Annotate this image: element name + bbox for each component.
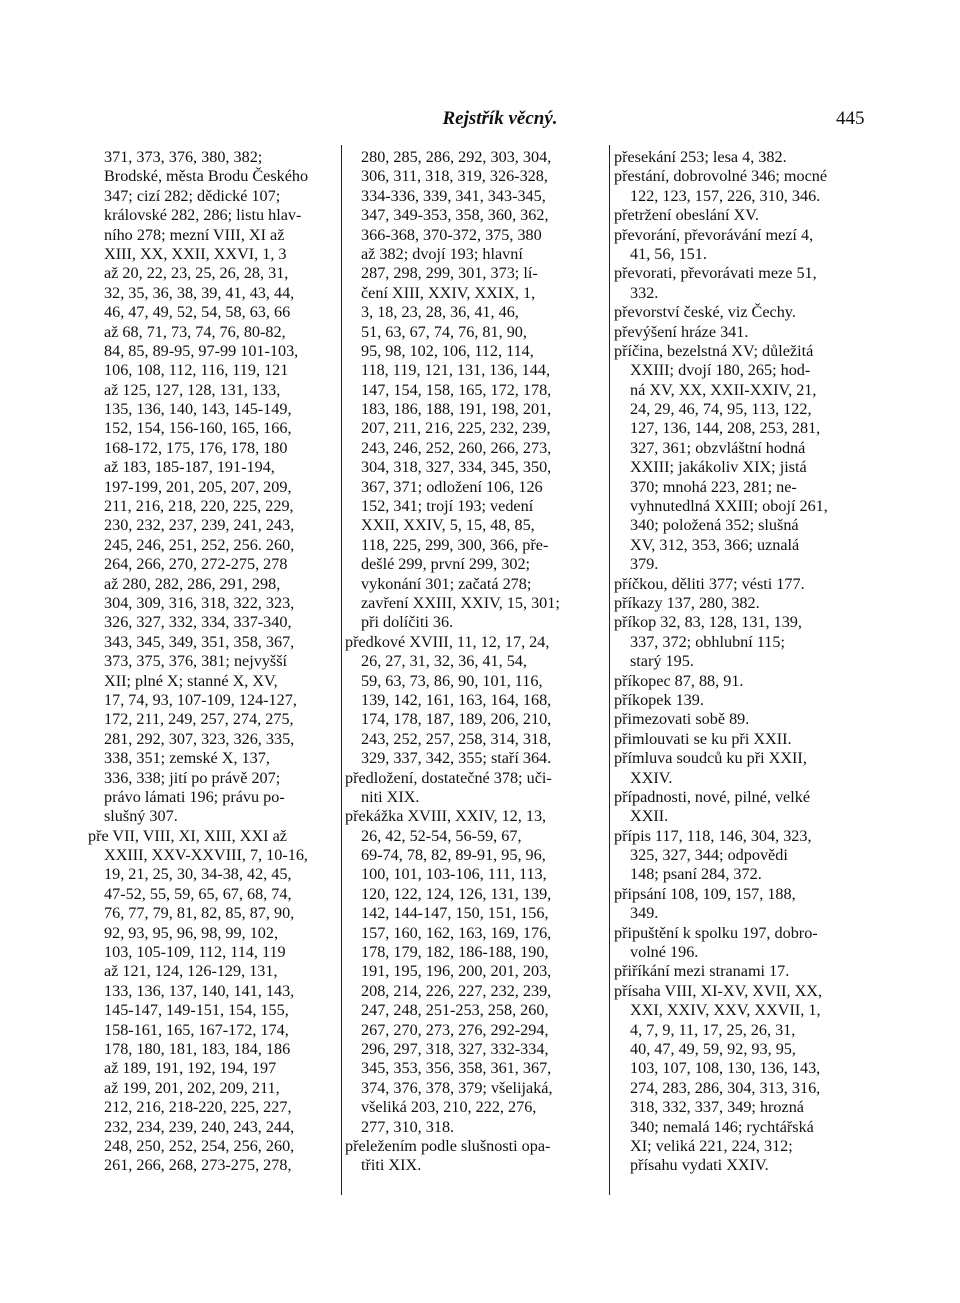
- index-continuation-line: XXI, XXIV, XXV, XXVII, 1,: [630, 1001, 821, 1020]
- index-entry-line: příčkou, děliti 377; vésti 177.: [614, 574, 805, 593]
- index-continuation-line: právo lámati 196; právu po-: [104, 787, 285, 806]
- index-entry-line: přiříkání mezi stranami 17.: [614, 962, 790, 981]
- index-continuation-line: XXIII; jakákoliv XIX; jistá: [630, 458, 807, 477]
- index-continuation-line: zavření XXIII, XXIV, 15, 301;: [361, 593, 560, 612]
- index-continuation-line: 152, 154, 156-160, 165, 166,: [104, 419, 292, 438]
- index-continuation-line: 264, 266, 270, 272-275, 278: [104, 555, 288, 574]
- index-continuation-line: XI; veliká 221, 224, 312;: [630, 1136, 793, 1155]
- index-continuation-line: 287, 298, 299, 301, 373; lí-: [361, 264, 538, 283]
- index-entry-line: připuštění k spolku 197, dobro-: [614, 923, 818, 942]
- index-entry-line: překážka XVIII, XXIV, 12, 13,: [345, 807, 547, 826]
- index-continuation-line: 84, 85, 89-95, 97-99 101-103,: [104, 341, 299, 360]
- index-entry-line: přesekání 253; lesa 4, 382.: [614, 148, 787, 166]
- index-continuation-line: 103, 105-109, 112, 114, 119: [104, 943, 286, 962]
- index-continuation-line: 41, 56, 151.: [630, 244, 707, 263]
- index-continuation-line: niti XIX.: [361, 787, 420, 806]
- index-continuation-line: 106, 108, 112, 116, 119, 121: [104, 361, 289, 380]
- index-continuation-line: 118, 225, 299, 300, 366, pře-: [361, 535, 549, 554]
- index-entry-line: převýšení hráze 341.: [614, 322, 749, 341]
- index-entry-line: přetržení obeslání XV.: [614, 206, 759, 225]
- index-continuation-line: královské 282, 286; listu hlav-: [104, 206, 302, 225]
- index-entry-line: přimezovati sobě 89.: [614, 710, 750, 729]
- index-continuation-line: 3, 18, 23, 28, 36, 41, 46,: [361, 303, 519, 322]
- index-continuation-line: 318, 332, 337, 349; hrozná: [630, 1098, 804, 1117]
- index-continuation-line: až 125, 127, 128, 131, 133,: [104, 380, 281, 399]
- index-continuation-line: až 189, 191, 192, 194, 197: [104, 1059, 277, 1078]
- index-continuation-line: 92, 93, 95, 96, 98, 99, 102,: [104, 923, 279, 942]
- page-header: [0, 108, 960, 138]
- index-continuation-line: 373, 375, 376, 381; nejvyšší: [104, 652, 288, 671]
- index-entry-line: převorání, převorávání mezí 4,: [614, 225, 814, 244]
- index-continuation-line: Brodské, města Brodu Českého: [104, 167, 309, 186]
- index-continuation-line: 95, 98, 102, 106, 112, 114,: [361, 341, 534, 360]
- index-continuation-line: 347, 349-353, 358, 360, 362,: [361, 206, 549, 225]
- index-continuation-line: 230, 232, 237, 239, 241, 243,: [104, 516, 295, 535]
- index-continuation-line: 51, 63, 67, 74, 76, 81, 90,: [361, 322, 527, 341]
- index-entry-line: předkové XVIII, 11, 12, 17, 24,: [345, 632, 550, 651]
- index-continuation-line: 47-52, 55, 59, 65, 67, 68, 74,: [104, 884, 292, 903]
- index-continuation-line: 120, 122, 124, 126, 131, 139,: [361, 884, 552, 903]
- index-continuation-line: až 280, 282, 286, 291, 298,: [104, 574, 281, 593]
- index-continuation-line: 145-147, 149-151, 154, 155,: [104, 1001, 289, 1020]
- index-continuation-line: 343, 345, 349, 351, 358, 367,: [104, 632, 295, 651]
- index-entry-line: příkazy 137, 280, 382.: [614, 593, 760, 612]
- index-entry-line: převorství české, viz Čechy.: [614, 303, 796, 322]
- index-entry-line: přímluva soudců ku při XXII,: [614, 749, 807, 768]
- index-continuation-line: 327, 361; obzvláštní hodná: [630, 438, 806, 457]
- index-continuation-line: vyhnutedlná XXIII; obojí 261,: [630, 497, 828, 516]
- index-continuation-line: 340; položená 352; slušná: [630, 516, 799, 535]
- index-continuation-line: 296, 297, 318, 327, 332-334,: [361, 1039, 549, 1058]
- index-continuation-line: při dolíčiti 36.: [361, 613, 454, 632]
- index-continuation-line: 26, 42, 52-54, 56-59, 67,: [361, 826, 522, 845]
- index-continuation-line: 212, 216, 218-220, 225, 227,: [104, 1098, 292, 1117]
- index-entry-line: příčina, bezelstná XV; důležitá: [614, 341, 814, 360]
- index-continuation-line: 69-74, 78, 82, 89-91, 95, 96,: [361, 846, 546, 865]
- index-continuation-line: 59, 63, 73, 86, 90, 101, 116,: [361, 671, 543, 690]
- index-continuation-line: volné 196.: [630, 943, 699, 962]
- index-continuation-line: 208, 214, 226, 227, 232, 239,: [361, 981, 552, 1000]
- index-continuation-line: 158-161, 165, 167-172, 174,: [104, 1020, 289, 1039]
- index-continuation-line: 371, 373, 376, 380, 382;: [104, 148, 263, 166]
- index-continuation-line: 17, 74, 93, 107-109, 124-127,: [104, 690, 297, 709]
- index-continuation-line: 232, 234, 239, 240, 243, 244,: [104, 1117, 295, 1136]
- index-continuation-line: 280, 285, 286, 292, 303, 304,: [361, 148, 552, 166]
- index-continuation-line: 122, 123, 157, 226, 310, 346.: [630, 186, 821, 205]
- index-continuation-line: XXIII, XXV-XXVIII, 7, 10-16,: [104, 846, 308, 865]
- index-continuation-line: 334-336, 339, 341, 343-345,: [361, 186, 546, 205]
- index-continuation-line: až 199, 201, 202, 209, 211,: [104, 1078, 280, 1097]
- index-continuation-line: 26, 27, 31, 32, 36, 41, 54,: [361, 652, 527, 671]
- index-continuation-line: 329, 337, 342, 355; staří 364.: [361, 749, 552, 768]
- index-entry-line: přípis 117, 118, 146, 304, 323,: [614, 826, 812, 845]
- index-continuation-line: 326, 327, 332, 334, 337-340,: [104, 613, 292, 632]
- index-continuation-line: 274, 283, 286, 304, 313, 316,: [630, 1078, 821, 1097]
- running-title: Rejstřík věcný.: [442, 108, 558, 129]
- index-continuation-line: XXIV.: [630, 768, 673, 787]
- index-continuation-line: 183, 186, 188, 191, 198, 201,: [361, 400, 552, 419]
- index-column-left: [88, 148, 338, 1176]
- index-continuation-line: 338, 351; zemské X, 137,: [104, 749, 270, 768]
- index-continuation-line: 178, 179, 182, 186-188, 190,: [361, 943, 549, 962]
- index-continuation-line: 345, 353, 356, 358, 361, 367,: [361, 1059, 552, 1078]
- index-continuation-line: 261, 266, 268, 273-275, 278,: [104, 1156, 292, 1175]
- index-entry-line: připsání 108, 109, 157, 188,: [614, 884, 796, 903]
- index-continuation-line: XXIII; dvojí 180, 265; hod-: [630, 361, 811, 380]
- index-continuation-line: 267, 270, 273, 276, 292-294,: [361, 1020, 549, 1039]
- index-continuation-line: XV, 312, 353, 366; uznalá: [630, 535, 800, 554]
- index-continuation-line: 174, 178, 187, 189, 206, 210,: [361, 710, 552, 729]
- index-continuation-line: 4, 7, 9, 11, 17, 25, 26, 31,: [630, 1020, 796, 1039]
- index-continuation-line: 281, 292, 307, 323, 326, 335,: [104, 729, 295, 748]
- index-continuation-line: 207, 211, 216, 225, 232, 239,: [361, 419, 551, 438]
- index-continuation-line: 374, 376, 378, 379; všelijaká,: [361, 1078, 553, 1097]
- index-continuation-line: 247, 248, 251-253, 258, 260,: [361, 1001, 549, 1020]
- index-continuation-line: 336, 338; jití po právě 207;: [104, 768, 281, 787]
- index-continuation-line: 172, 211, 249, 257, 274, 275,: [104, 710, 294, 729]
- index-continuation-line: 325, 327, 344; odpovědi: [630, 846, 788, 865]
- index-continuation-line: až 20, 22, 23, 25, 26, 28, 31,: [104, 264, 289, 283]
- index-continuation-line: 32, 35, 36, 38, 39, 41, 43, 44,: [104, 283, 295, 302]
- index-continuation-line: 40, 47, 49, 59, 92, 93, 95,: [630, 1039, 796, 1058]
- index-continuation-line: 337, 372; obhlubní 115;: [630, 632, 785, 651]
- index-continuation-line: 139, 142, 161, 163, 164, 168,: [361, 690, 552, 709]
- index-continuation-line: 178, 180, 181, 183, 184, 186: [104, 1039, 291, 1058]
- index-continuation-line: 152, 341; trojí 193; vedení: [361, 497, 534, 516]
- index-continuation-line: slušný 307.: [104, 807, 178, 826]
- index-entry-line: přeležením podle slušnosti opa-: [345, 1136, 551, 1155]
- index-continuation-line: 347; cizí 282; dědické 107;: [104, 186, 281, 205]
- index-continuation-line: XIII, XX, XXII, XXVI, 1, 3: [104, 244, 287, 263]
- index-continuation-line: 243, 246, 252, 260, 266, 273,: [361, 438, 552, 457]
- index-continuation-line: 340; nemalá 146; rychtářská: [630, 1117, 814, 1136]
- index-continuation-line: třiti XIX.: [361, 1156, 422, 1175]
- index-entry-line: příkopek 139.: [614, 690, 704, 709]
- index-continuation-line: přísahu vydati XXIV.: [630, 1156, 769, 1175]
- index-continuation-line: až 183, 185-187, 191-194,: [104, 458, 275, 477]
- index-entry-line: příkopec 87, 88, 91.: [614, 671, 744, 690]
- index-continuation-line: ního 278; mezní VIII, XI až: [104, 225, 285, 244]
- column-divider: [341, 145, 342, 1195]
- index-continuation-line: vykonání 301; začatá 278;: [361, 574, 532, 593]
- index-continuation-line: 46, 47, 49, 52, 54, 58, 63, 66: [104, 303, 291, 322]
- index-continuation-line: 133, 136, 137, 140, 141, 143,: [104, 981, 295, 1000]
- index-continuation-line: starý 195.: [630, 652, 694, 671]
- page-number: 445: [836, 108, 865, 129]
- index-continuation-line: 379.: [630, 555, 659, 574]
- index-continuation-line: 304, 309, 316, 318, 322, 323,: [104, 593, 295, 612]
- index-entry-line: příkop 32, 83, 128, 131, 139,: [614, 613, 802, 632]
- index-continuation-line: 142, 144-147, 150, 151, 156,: [361, 904, 549, 923]
- index-continuation-line: 245, 246, 251, 252, 256. 260,: [104, 535, 295, 554]
- index-continuation-line: 168-172, 175, 176, 178, 180: [104, 438, 288, 457]
- index-continuation-line: 304, 318, 327, 334, 345, 350,: [361, 458, 552, 477]
- index-continuation-line: 248, 250, 252, 254, 256, 260,: [104, 1136, 295, 1155]
- index-continuation-line: 370; mnohá 223, 281; ne-: [630, 477, 797, 496]
- index-continuation-line: 24, 29, 46, 74, 95, 113, 122,: [630, 400, 812, 419]
- index-continuation-line: 19, 21, 25, 30, 34-38, 42, 45,: [104, 865, 292, 884]
- index-continuation-line: dešlé 299, první 299, 302;: [361, 555, 531, 574]
- index-continuation-line: 243, 252, 257, 258, 314, 318,: [361, 729, 552, 748]
- index-continuation-line: až 121, 124, 126-129, 131,: [104, 962, 278, 981]
- index-continuation-line: 100, 101, 103-106, 111, 113,: [361, 865, 547, 884]
- index-entry-line: pře VII, VIII, XI, XIII, XXI až: [88, 826, 287, 845]
- index-continuation-line: XII; plné X; stanné X, XV,: [104, 671, 278, 690]
- index-continuation-line: 332.: [630, 283, 659, 302]
- index-entry-line: přimlouvati se ku při XXII.: [614, 729, 792, 748]
- index-entry-line: převorati, převorávati meze 51,: [614, 264, 817, 283]
- index-continuation-line: až 68, 71, 73, 74, 76, 80-82,: [104, 322, 286, 341]
- index-continuation-line: čení XIII, XXIV, XXIX, 1,: [361, 283, 536, 302]
- index-column-middle: [345, 148, 607, 1176]
- index-continuation-line: 147, 154, 158, 165, 172, 178,: [361, 380, 552, 399]
- index-continuation-line: 157, 160, 162, 163, 169, 176,: [361, 923, 552, 942]
- index-continuation-line: 197-199, 201, 205, 207, 209,: [104, 477, 292, 496]
- index-continuation-line: 191, 195, 196, 200, 201, 203,: [361, 962, 552, 981]
- index-continuation-line: XXII.: [630, 807, 669, 826]
- index-entry-line: přestání, dobrovolné 346; mocné: [614, 167, 828, 186]
- index-continuation-line: všeliká 203, 210, 222, 276,: [361, 1098, 537, 1117]
- column-divider: [609, 145, 610, 1195]
- index-continuation-line: 135, 136, 140, 143, 145-149,: [104, 400, 292, 419]
- index-continuation-line: 148; psaní 284, 372.: [630, 865, 762, 884]
- index-continuation-line: XXII, XXIV, 5, 15, 48, 85,: [361, 516, 535, 535]
- index-continuation-line: 277, 310, 318.: [361, 1117, 455, 1136]
- index-continuation-line: 118, 119, 121, 131, 136, 144,: [361, 361, 551, 380]
- index-continuation-line: 367, 371; odložení 106, 126: [361, 477, 543, 496]
- index-continuation-line: 306, 311, 318, 319, 326-328,: [361, 167, 548, 186]
- index-continuation-line: 366-368, 370-372, 375, 380: [361, 225, 542, 244]
- index-continuation-line: 76, 77, 79, 81, 82, 85, 87, 90,: [104, 904, 295, 923]
- index-continuation-line: 211, 216, 218, 220, 225, 229,: [104, 497, 294, 516]
- index-entry-line: předložení, dostatečné 378; uči-: [345, 768, 552, 787]
- index-continuation-line: 349.: [630, 904, 659, 923]
- index-continuation-line: ná XV, XX, XXII-XXIV, 21,: [630, 380, 817, 399]
- index-continuation-line: 103, 107, 108, 130, 136, 143,: [630, 1059, 821, 1078]
- index-column-right: [614, 148, 874, 1176]
- index-entry-line: případnosti, nové, pilné, velké: [614, 787, 811, 806]
- index-entry-line: přísaha VIII, XI-XV, XVII, XX,: [614, 981, 822, 1000]
- index-continuation-line: až 382; dvojí 193; hlavní: [361, 244, 523, 263]
- index-continuation-line: 127, 136, 144, 208, 253, 281,: [630, 419, 821, 438]
